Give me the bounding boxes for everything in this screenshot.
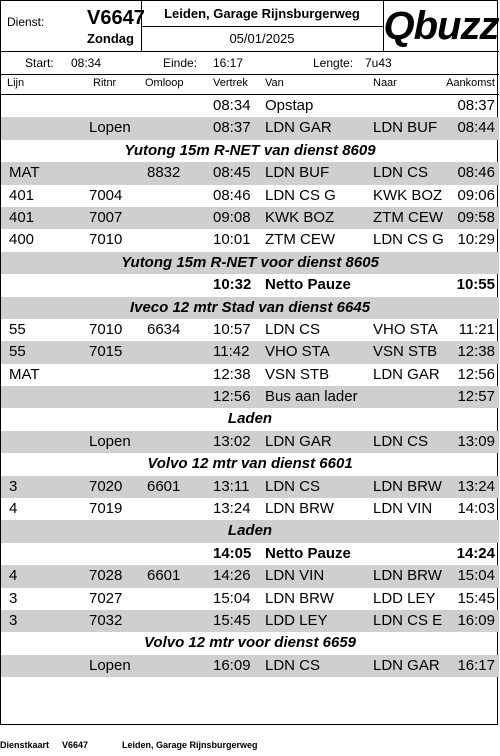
cell-vertrek: 13:11 bbox=[213, 477, 250, 495]
cell-van: LDN CS bbox=[265, 656, 321, 674]
cell-naar: LDN GAR bbox=[373, 656, 440, 674]
cell-aankomst: 12:56 bbox=[457, 365, 495, 383]
cell-aankomst: 09:58 bbox=[457, 208, 495, 226]
trip-row bbox=[1, 476, 499, 498]
cell-lijn: 3 bbox=[9, 589, 18, 607]
cell-ritnr: 7020 bbox=[89, 477, 123, 495]
cell-van: Opstap bbox=[265, 97, 314, 114]
trip-row bbox=[1, 274, 499, 296]
cell-ritnr: 7019 bbox=[89, 500, 123, 518]
cell-aankomst: 08:46 bbox=[457, 164, 495, 182]
duty-date: 05/01/2025 bbox=[229, 31, 295, 46]
cell-van: LDN BRW bbox=[265, 500, 334, 518]
section-title-row bbox=[1, 297, 499, 319]
trip-row bbox=[1, 588, 499, 610]
cell-lijn: 4 bbox=[9, 500, 18, 518]
trip-row bbox=[1, 565, 499, 587]
cell-lijn: MAT bbox=[9, 164, 40, 182]
cell-naar: LDN CS bbox=[373, 432, 429, 450]
section-title: Volvo 12 mtr voor dienst 6659 bbox=[143, 634, 357, 652]
cell-naar: LDN CS E bbox=[373, 611, 443, 629]
cell-ritnr: 7028 bbox=[89, 567, 123, 585]
section-title-row bbox=[1, 140, 499, 162]
cell-vertrek: 10:32 bbox=[213, 276, 252, 294]
cell-van: LDN GAR bbox=[265, 432, 332, 450]
duty-label: Dienst: bbox=[7, 15, 45, 29]
cell-vertrek: 16:09 bbox=[213, 656, 251, 674]
end-time: 16:17 bbox=[213, 56, 244, 70]
trip-row bbox=[1, 185, 499, 207]
cell-ritnr: 7027 bbox=[89, 589, 123, 607]
trip-row bbox=[1, 319, 499, 341]
cell-lijn: MAT bbox=[9, 365, 40, 383]
cell-ritnr: 7010 bbox=[89, 231, 123, 249]
cell-lijn: 400 bbox=[9, 231, 35, 249]
cell-naar: LDN VIN bbox=[373, 500, 433, 518]
cell-van: LDN BUF bbox=[265, 164, 330, 182]
trip-row bbox=[1, 364, 499, 386]
cell-aankomst: 15:04 bbox=[457, 567, 495, 585]
duty-times bbox=[1, 51, 499, 75]
trip-row bbox=[1, 431, 499, 453]
duty-code: V6647 bbox=[87, 7, 145, 29]
col-van: Van bbox=[265, 77, 284, 89]
section-title: Laden bbox=[227, 522, 273, 540]
duty-header bbox=[1, 1, 145, 51]
cell-vertrek: 08:46 bbox=[213, 186, 251, 204]
location-date-box bbox=[141, 1, 384, 51]
trip-table bbox=[1, 95, 499, 677]
cell-omloop: 6634 bbox=[147, 320, 181, 338]
cell-van: LDN CS bbox=[265, 320, 321, 338]
cell-vertrek: 12:38 bbox=[213, 365, 251, 383]
cell-van: ZTM CEW bbox=[265, 231, 335, 249]
cell-van: Netto Pauze bbox=[265, 276, 351, 294]
trip-row bbox=[1, 610, 499, 632]
cell-aankomst: 10:55 bbox=[456, 276, 495, 294]
section-title: Volvo 12 mtr van dienst 6601 bbox=[147, 455, 353, 473]
trip-row bbox=[1, 95, 499, 117]
section-title: Iveco 12 mtr Stad van dienst 6645 bbox=[129, 298, 371, 316]
trip-row bbox=[1, 229, 499, 251]
cell-omloop: 6601 bbox=[147, 477, 181, 495]
cell-lijn: 55 bbox=[9, 343, 26, 361]
cell-van: LDN GAR bbox=[265, 119, 332, 137]
col-vertrek: Vertrek bbox=[213, 77, 248, 89]
cell-vertrek: 15:45 bbox=[213, 611, 251, 629]
cell-van: VHO STA bbox=[265, 343, 330, 361]
depot-location: Leiden, Garage Rijnsburgerweg bbox=[141, 1, 383, 27]
col-omloop: Omloop bbox=[145, 77, 184, 89]
cell-vertrek: 14:05 bbox=[213, 544, 252, 562]
section-title-row bbox=[1, 453, 499, 475]
cell-van: LDN VIN bbox=[265, 567, 325, 585]
cell-vertrek: 10:01 bbox=[213, 231, 251, 249]
cell-vertrek: 13:24 bbox=[213, 500, 251, 518]
cell-van: LDD LEY bbox=[265, 611, 328, 629]
trip-row bbox=[1, 117, 499, 139]
cell-vertrek: 10:57 bbox=[213, 320, 251, 338]
col-ritnr: Ritnr bbox=[93, 77, 117, 89]
cell-aankomst: 13:09 bbox=[457, 432, 495, 450]
cell-naar: LDN BRW bbox=[373, 567, 442, 585]
footer-location: Leiden, Garage Rijnsburgerweg bbox=[122, 740, 258, 750]
cell-aankomst: 12:38 bbox=[457, 343, 495, 361]
cell-naar: LDN GAR bbox=[373, 365, 440, 383]
cell-vertrek: 09:08 bbox=[213, 208, 251, 226]
trip-row bbox=[1, 386, 499, 408]
length-label: Lengte: bbox=[313, 56, 354, 70]
cell-aankomst: 15:45 bbox=[457, 589, 495, 607]
cell-van: LDN CS G bbox=[265, 186, 336, 204]
cell-naar: LDN CS bbox=[373, 164, 429, 182]
cell-vertrek: 08:34 bbox=[213, 97, 251, 114]
cell-van: LDN CS bbox=[265, 477, 321, 495]
trip-row bbox=[1, 207, 499, 229]
cell-van: KWK BOZ bbox=[265, 208, 335, 226]
cell-ritnr: Lopen bbox=[89, 432, 131, 450]
cell-ritnr: 7007 bbox=[89, 208, 123, 226]
cell-vertrek: 08:37 bbox=[213, 119, 251, 137]
trip-row bbox=[1, 162, 499, 184]
cell-ritnr: 7004 bbox=[89, 186, 123, 204]
start-label: Start: bbox=[25, 56, 54, 70]
footer-label: Dienstkaart bbox=[0, 740, 50, 750]
duty-day: Zondag bbox=[87, 31, 134, 46]
cell-omloop: 8832 bbox=[147, 164, 181, 182]
cell-van: Bus aan lader bbox=[265, 388, 358, 406]
cell-aankomst: 16:17 bbox=[457, 656, 495, 674]
cell-aankomst: 14:24 bbox=[456, 544, 495, 562]
section-title: Yutong 15m R-NET van dienst 8609 bbox=[124, 141, 376, 159]
trip-row bbox=[1, 498, 499, 520]
cell-aankomst: 12:57 bbox=[457, 388, 495, 406]
cell-lijn: 401 bbox=[9, 208, 35, 226]
cell-aankomst: 08:44 bbox=[457, 119, 495, 137]
cell-naar: VSN STB bbox=[373, 343, 438, 361]
cell-lijn: 401 bbox=[9, 186, 35, 204]
column-headers bbox=[1, 74, 499, 95]
cell-lijn: 4 bbox=[9, 567, 18, 585]
trip-row bbox=[1, 341, 499, 363]
cell-naar: LDN BRW bbox=[373, 477, 442, 495]
section-title-row bbox=[1, 252, 499, 274]
cell-ritnr: 7015 bbox=[89, 343, 123, 361]
cell-aankomst: 16:09 bbox=[457, 611, 495, 629]
cell-naar: VHO STA bbox=[373, 320, 438, 338]
cell-van: VSN STB bbox=[265, 365, 330, 383]
cell-naar: KWK BOZ bbox=[373, 186, 443, 204]
cell-naar: LDN CS G bbox=[373, 231, 444, 249]
section-title-row bbox=[1, 632, 499, 654]
cell-vertrek: 12:56 bbox=[213, 388, 251, 406]
length-value: 7u43 bbox=[365, 56, 392, 70]
cell-lijn: 55 bbox=[9, 320, 26, 338]
cell-aankomst: 09:06 bbox=[457, 186, 495, 204]
cell-aankomst: 10:29 bbox=[457, 231, 495, 249]
cell-vertrek: 14:26 bbox=[213, 567, 251, 585]
cell-van: Netto Pauze bbox=[265, 544, 351, 562]
trip-row bbox=[1, 655, 499, 677]
cell-aankomst: 08:37 bbox=[457, 97, 495, 114]
cell-aankomst: 11:21 bbox=[458, 320, 495, 338]
cell-omloop: 6601 bbox=[147, 567, 181, 585]
cell-vertrek: 11:42 bbox=[213, 343, 250, 361]
cell-van: LDN BRW bbox=[265, 589, 334, 607]
col-aankomst: Aankomst bbox=[446, 77, 495, 89]
cell-vertrek: 15:04 bbox=[213, 589, 251, 607]
cell-ritnr: Lopen bbox=[89, 656, 131, 674]
footer-code: V6647 bbox=[62, 740, 89, 750]
section-title-row bbox=[1, 408, 499, 430]
cell-lijn: 3 bbox=[9, 477, 18, 495]
cell-naar: ZTM CEW bbox=[373, 208, 443, 226]
trip-row bbox=[1, 543, 499, 565]
cell-naar: LDD LEY bbox=[373, 589, 436, 607]
section-title: Laden bbox=[227, 410, 273, 428]
qbuzz-logo: Qbuzz bbox=[383, 4, 499, 48]
section-title: Yutong 15m R-NET voor dienst 8605 bbox=[121, 253, 379, 271]
cell-aankomst: 13:24 bbox=[457, 477, 495, 495]
col-lijn: Lijn bbox=[7, 77, 25, 89]
end-label: Einde: bbox=[163, 56, 198, 70]
cell-vertrek: 08:45 bbox=[213, 164, 251, 182]
col-naar: Naar bbox=[373, 77, 397, 89]
cell-naar: LDN BUF bbox=[373, 119, 438, 137]
cell-vertrek: 13:02 bbox=[213, 432, 251, 450]
cell-ritnr: 7010 bbox=[89, 320, 123, 338]
cell-aankomst: 14:03 bbox=[457, 500, 495, 518]
cell-ritnr: 7032 bbox=[89, 611, 123, 629]
cell-ritnr: Lopen bbox=[89, 119, 131, 137]
cell-lijn: 3 bbox=[9, 611, 18, 629]
start-time: 08:34 bbox=[71, 56, 102, 70]
section-title-row bbox=[1, 520, 499, 542]
